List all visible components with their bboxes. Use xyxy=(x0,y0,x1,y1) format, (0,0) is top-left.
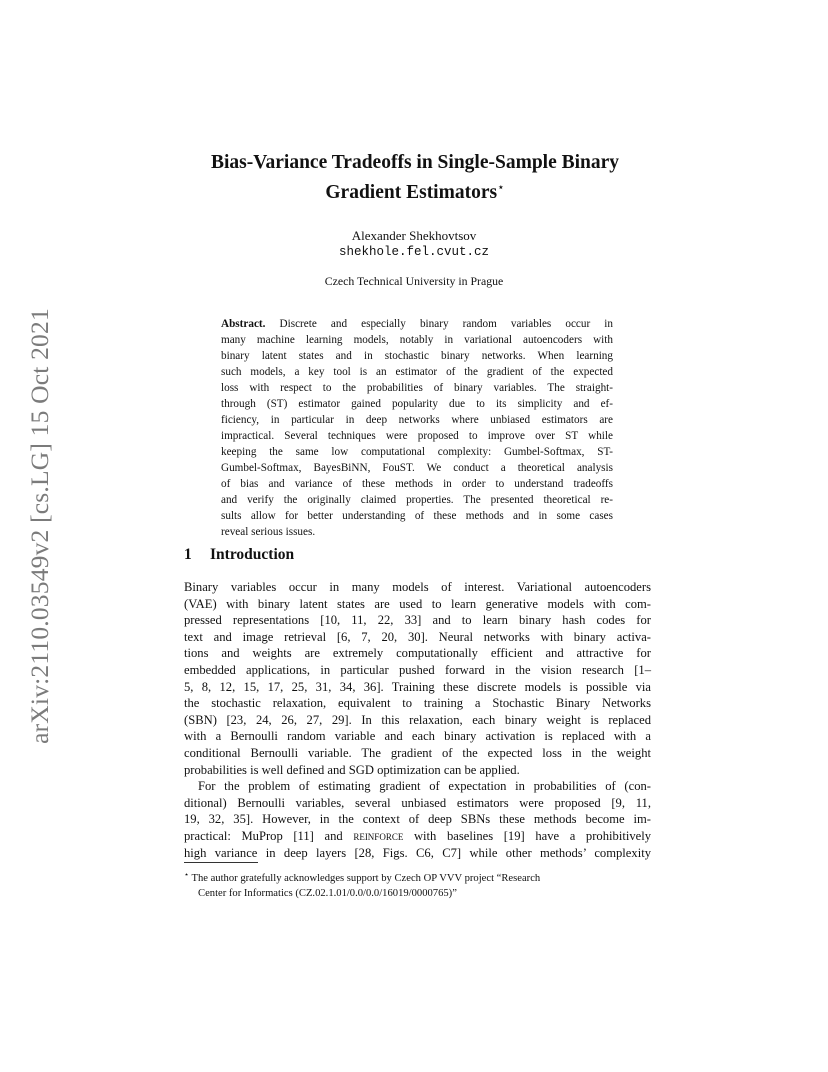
body-line xyxy=(184,828,651,845)
body-line: high variance in deep layers [28, Figs. C6, C7] while other methods’ complexity xyxy=(184,845,651,860)
body-line: tions and weights are extremely computationally efficient and attractive for xyxy=(184,646,651,661)
body-line: 5, 8, 12, 15, 17, 25, 31, 34, 36]. Training these discrete models is possible via xyxy=(184,679,651,694)
introduction-body xyxy=(184,579,651,861)
footnote-line xyxy=(184,867,651,886)
body-text: with baselines [19] have a prohibitively xyxy=(413,828,651,843)
body-line: (VAE) with binary latent states are used to learn generative models with com- xyxy=(184,596,651,611)
abstract-line: sults allow for better understanding of these methods and in some cases xyxy=(221,510,613,522)
body-line: conditional Bernoulli variable. The gradient of the expected loss in the weight xyxy=(184,745,651,760)
arxiv-identifier: arXiv:2110.03549v2 [cs.LG] 15 Oct 2021 xyxy=(25,308,54,744)
abstract-line: many machine learning models, notably in variational autoencoders with xyxy=(221,334,613,346)
abstract-line xyxy=(221,316,613,332)
abstract-line: ficiency, in particular in deep networks where unbiased estimators are xyxy=(221,414,613,426)
abstract-line: reveal serious issues. xyxy=(221,526,316,538)
title-line xyxy=(160,175,670,205)
abstract-line: and verify the originally claimed properties. The presented theoretical re- xyxy=(221,494,613,506)
abstract-line: of bias and variance of these methods in order to understand tradeoffs xyxy=(221,478,613,490)
abstract-line: Gumbel-Softmax, BayesBiNN, FouST. We conduct a theoretical analysis xyxy=(221,462,613,474)
body-line: For the problem of estimating gradient of expectation in probabilities of (con- xyxy=(198,779,651,794)
section-title: Introduction xyxy=(210,546,295,563)
footnote-rule xyxy=(184,862,258,863)
body-line: probabilities is well defined and SGD optimization can be applied. xyxy=(184,762,520,777)
reinforce-term: reinforce xyxy=(353,828,404,843)
abstract-line: impractical. Several techniques were proposed to improve over ST while xyxy=(221,430,613,442)
abstract-line: keeping the same low computational complexity: Gumbel-Softmax, ST- xyxy=(221,446,613,458)
abstract-line: binary latent states and in stochastic binary networks. When learning xyxy=(221,350,613,362)
abstract-text: Discrete and especially binary random variables occur in xyxy=(279,318,613,330)
abstract-label: Abstract. xyxy=(221,318,266,330)
body-line: the stochastic relaxation, equivalent to training a Stochastic Binary Networks xyxy=(184,696,651,711)
body-line: embedded applications, in particular pushed forward in the vision research [1– xyxy=(184,662,651,677)
title-footnote-mark: ⋆ xyxy=(497,180,505,194)
paper-title xyxy=(160,151,670,205)
body-line: (SBN) [23, 24, 26, 27, 29]. In this relaxation, each binary weight is replaced xyxy=(184,712,651,727)
abstract-line: such models, a key tool is an estimator of the gradient of the expected xyxy=(221,366,613,378)
footnote xyxy=(184,867,651,901)
footnote-mark: ⋆ xyxy=(184,870,190,879)
title-line-text: Gradient Estimators xyxy=(325,182,498,203)
body-line: pressed representations [10, 11, 22, 33] and to learn binary hash codes for xyxy=(184,613,651,628)
body-line: text and image retrieval [6, 7, 20, 30]. Neural networks with binary activa- xyxy=(184,629,651,644)
author-email: shekhole.fel.cvut.cz xyxy=(338,245,490,259)
title-line: Bias-Variance Tradeoffs in Single-Sample Binary xyxy=(210,152,620,173)
abstract-line: through (ST) estimator gained popularity due to its simplicity and ef- xyxy=(221,398,613,410)
body-line: 19, 32, 35]. However, in the context of deep SBNs these methods become im- xyxy=(184,812,651,827)
section-heading xyxy=(184,546,294,564)
body-line: Binary variables occur in many models of interest. Variational autoencoders xyxy=(184,580,651,594)
body-line: ditional) Bernoulli variables, several unbiased estimators were proposed [9, 11, xyxy=(184,795,651,810)
author-name: Alexander Shekhovtsov xyxy=(351,228,477,243)
section-number: 1 xyxy=(184,546,192,563)
footnote-text: The author gratefully acknowledges support by Czech OP VVV project “Research xyxy=(191,873,541,884)
body-text: practical: MuProp [11] and xyxy=(184,828,343,843)
body-line: with a Bernoulli random variable and each binary activation is replaced with a xyxy=(184,729,651,744)
abstract xyxy=(221,316,613,540)
footnote-line: Center for Informatics (CZ.02.1.01/0.0/0.0/16019/0000765)” xyxy=(198,888,457,899)
author-affiliation: Czech Technical University in Prague xyxy=(324,274,504,288)
abstract-line: loss with respect to the probabilities of binary variables. The straight- xyxy=(221,382,613,394)
